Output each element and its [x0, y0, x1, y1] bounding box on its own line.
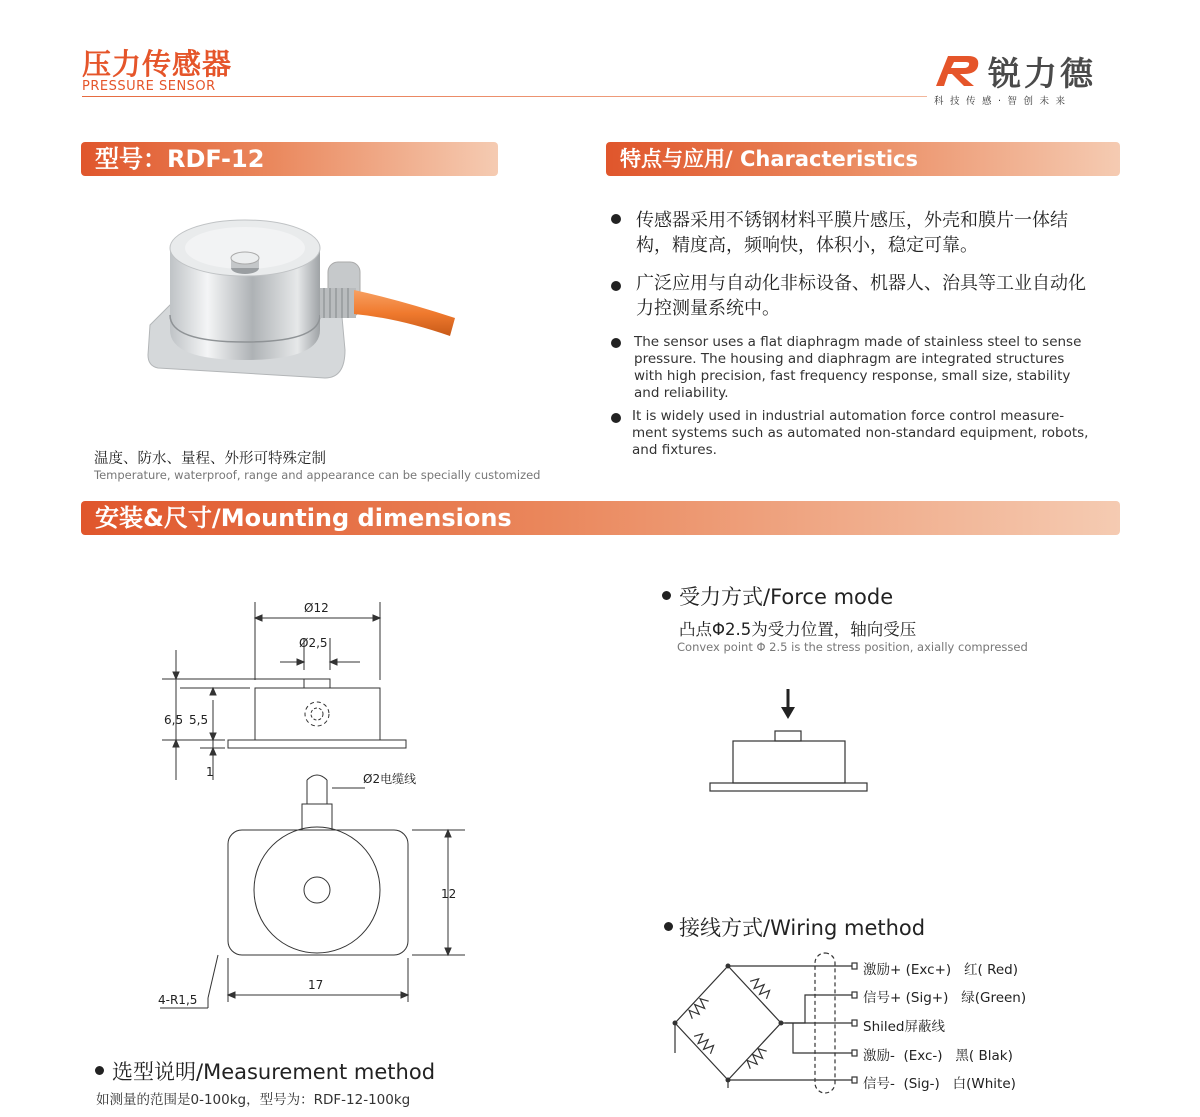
bullet-icon [611, 413, 621, 423]
page-title: 压力传感器 [82, 47, 233, 81]
characteristics-bar: 特点与应用/ Characteristics [606, 142, 1120, 176]
bullet-icon [664, 922, 673, 931]
dim-d2-5: Ø2,5 [299, 636, 328, 650]
measurement-heading: 选型说明/Measurement method [112, 1060, 436, 1084]
logo-name: 锐力德 [988, 54, 1096, 93]
wire-label: 激励+ (Exc+) 红( Red) [863, 962, 1018, 978]
force-mode-diagram [705, 685, 875, 795]
dim-h6-5: 6,5 [164, 713, 184, 727]
product-photo [140, 200, 460, 390]
dim-h1: 1 [206, 765, 214, 779]
feature-item: The sensor uses a flat diaphragm made of stainless steel to sense pressure. The housing and diaphragm are integrated structures with high precision, fast frequency response, small size, stability and reliability. [634, 334, 1082, 401]
dim-w17: 17 [308, 978, 324, 992]
wire-label: 激励- (Exc-) 黑( Blak) [863, 1048, 1013, 1064]
header-divider [82, 96, 927, 97]
bullet-icon [662, 591, 671, 600]
force-mode-cn: 凸点Φ2.5为受力位置，轴向受压 [679, 620, 917, 639]
dim-radius: 4-R1,5 [158, 993, 198, 1007]
force-mode-en: Convex point Φ 2.5 is the stress position, axially compressed [677, 640, 1028, 654]
wire-label: 信号- (Sig-) 白(White) [863, 1076, 1016, 1092]
feature-item: 广泛应用与自动化非标设备、机器人、治具等工业自动化力控测量系统中。 [636, 273, 1086, 319]
logo-mark-icon [934, 52, 986, 88]
product-caption-en: Temperature, waterproof, range and appearance can be specially customized [94, 468, 541, 482]
dim-d12: Ø12 [304, 601, 329, 615]
wire-label: Shiled屏蔽线 [863, 1019, 946, 1035]
mounting-bar: 安装&尺寸/Mounting dimensions [81, 501, 1120, 535]
bullet-icon [611, 338, 621, 348]
force-mode-heading: 受力方式/Force mode [679, 585, 894, 609]
dim-h5-5: 5,5 [189, 713, 209, 727]
bullet-icon [95, 1066, 104, 1075]
logo-tagline: 科技传感·智创未来 [934, 96, 1072, 107]
model-bar: 型号：RDF-12 [81, 142, 498, 176]
dim-w12: 12 [441, 887, 457, 901]
bullet-icon [611, 281, 621, 291]
bullet-icon [611, 214, 621, 224]
wiring-diagram [665, 948, 865, 1108]
measurement-note: 如测量的范围是0-100kg，型号为：RDF-12-100kg [96, 1092, 411, 1108]
feature-item: It is widely used in industrial automation force control measure-ment systems such as automated non-standard equipment, robots, and fixtures. [632, 408, 1089, 458]
product-caption-cn: 温度、防水、量程、外形可特殊定制 [94, 451, 326, 467]
page-subtitle: PRESSURE SENSOR [82, 79, 216, 94]
dimension-drawing [150, 590, 480, 1020]
wire-label: 信号+ (Sig+) 绿(Green) [863, 990, 1027, 1006]
dim-cable: Ø2电缆线 [363, 772, 417, 786]
feature-item: 传感器采用不锈钢材料平膜片感压，外壳和膜片一体结构，精度高，频响快，体积小，稳定可靠。 [636, 210, 1068, 256]
wiring-heading: 接线方式/Wiring method [679, 916, 926, 940]
